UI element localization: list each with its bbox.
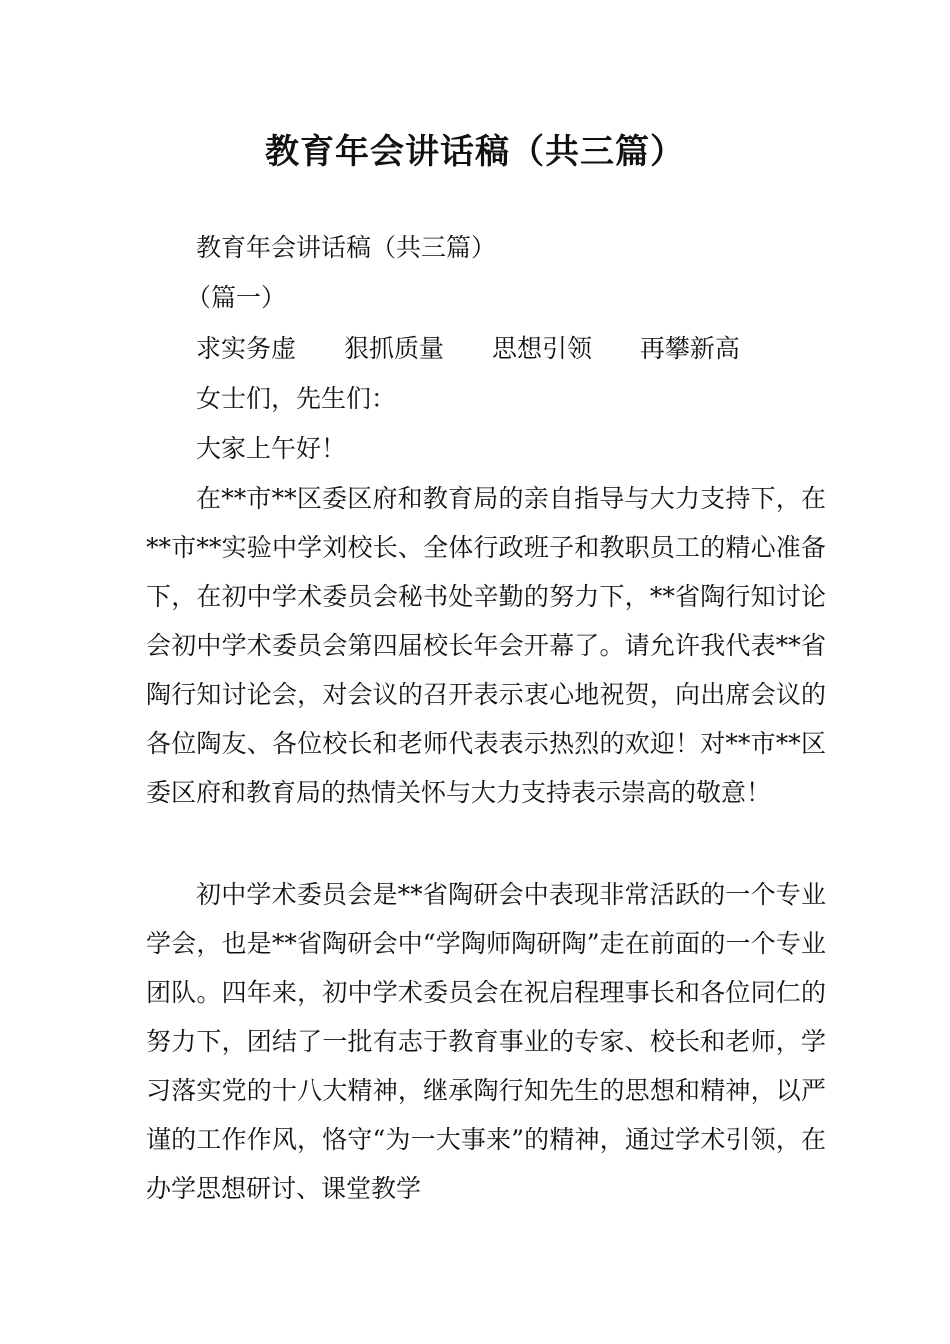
motto-line [196, 332, 740, 366]
greeting: 大家上午好！ [196, 434, 347, 463]
body-paragraph: 在**市**区委区府和教育局的亲自指导与大力支持下，在**市**实验中学刘校长、全体行政班子和教职员工的精心准备下，在初中学术委员会秘书处辛勤的努力下，**省陶行知讨论会初中学术委员会第四届校长年会开幕了。请允许我代表**省陶行知讨论会，对会议的召开表示衷心地祝贺，向出席会议的各位陶友、各位校长和老师代表表示热烈的欢迎！对**市**区委区府和教育局的热情关怀与大力支持表示崇高的敬意！ [146, 484, 826, 807]
section-label: （篇一） [186, 283, 287, 312]
salutation: 女士们，先生们： [196, 384, 397, 413]
motto-item: 思想引领 [491, 334, 592, 363]
motto-item: 再攀新高 [639, 334, 740, 363]
document-title: 教育年会讲话稿（共三篇） [265, 132, 685, 172]
motto-item: 狠抓质量 [343, 334, 444, 363]
body-paragraph: 初中学术委员会是**省陶研会中表现非常活跃的一个专业学会，也是**省陶研会中“学陶师陶研陶”走在前面的一个专业团队。四年来，初中学术委员会在祝启程理事长和各位同仁的努力下，团结了一批有志于教育事业的专家、校长和老师，学习落实党的十八大精神，继承陶行知先生的思想和精神，以严谨的工作作风，恪守“为一大事来”的精神，通过学术引领，在办学思想研讨、课堂教学 [146, 880, 826, 1203]
motto-item: 求实务虚 [196, 334, 297, 363]
document-subtitle: 教育年会讲话稿（共三篇） [196, 233, 497, 262]
